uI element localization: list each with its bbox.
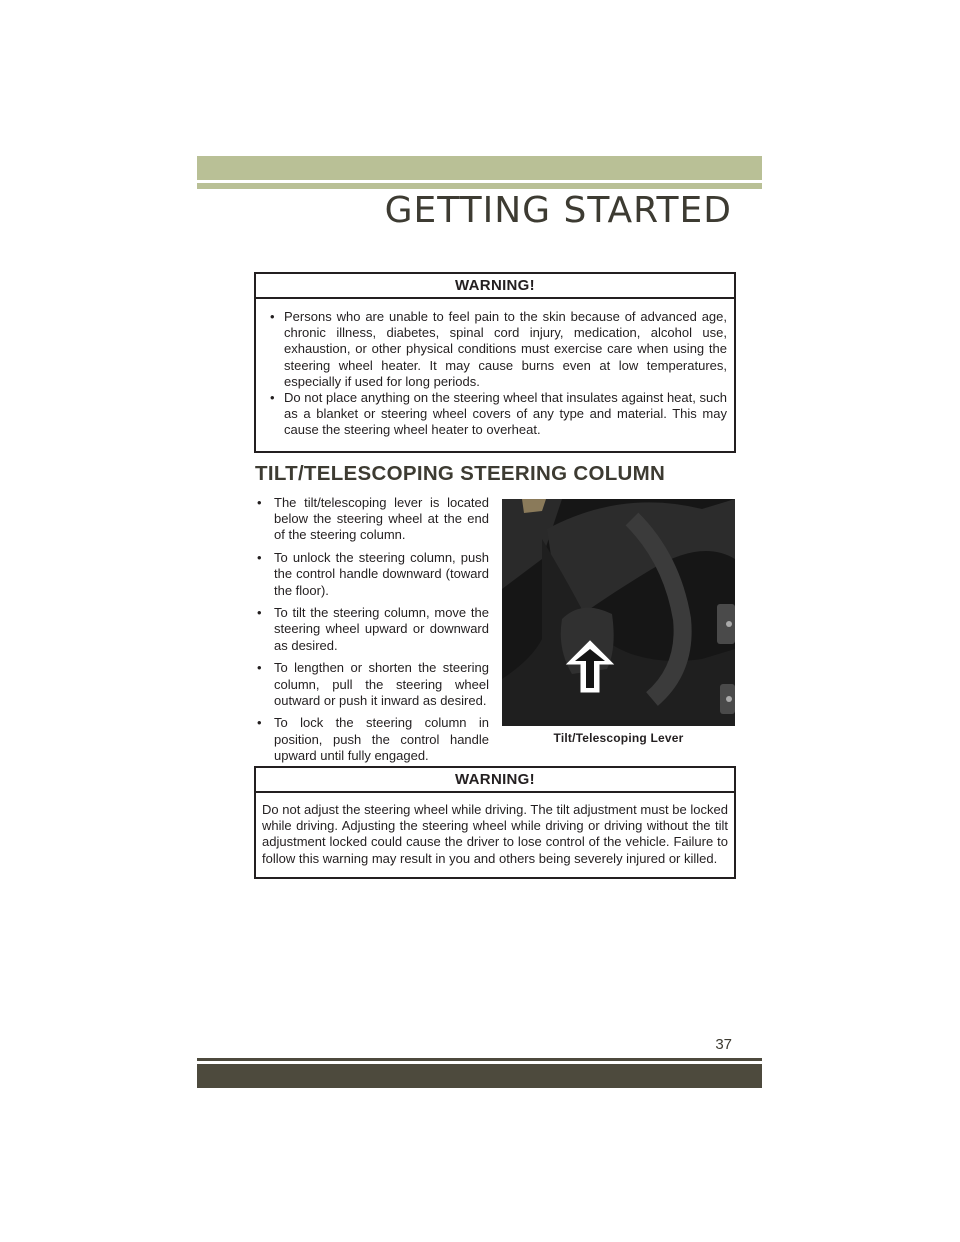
instruction-list [255, 495, 489, 771]
footer-bar-stripe [197, 1058, 762, 1061]
steering-column-photo [502, 499, 735, 726]
header-bar-stripe [197, 183, 762, 189]
footer-bar [197, 1064, 762, 1088]
warning-item: • Persons who are unable to feel pain to the skin because of advanced age, chronic illness, diabetes, spinal cord injury, medication, alcohol use, exhaustion, or other physical conditions must exercise care when using the steering wheel heater. It may cause burns even at low temperatures, especially if used for long periods. [264, 309, 727, 390]
warning-text: Do not adjust the steering wheel while driving. The tilt adjustment must be locked while driving. Adjusting the steering wheel while driving or driving without the tilt adjustment locked could cause the driver to lose control of the vehicle. Failure to follow this warning may result in you and others being severely injured or killed. [262, 802, 728, 866]
instruction-item: • To lock the steering column in position, push the control handle upward until fully engaged. [255, 715, 489, 764]
warning-box-heater [254, 272, 736, 453]
instruction-item: • To unlock the steering column, push the control handle downward (toward the floor). [255, 550, 489, 599]
instruction-item: • To tilt the steering column, move the steering wheel upward or downward as desired. [255, 605, 489, 654]
figure-caption: Tilt/Telescoping Lever [553, 731, 684, 745]
page-number: 37 [715, 1036, 732, 1053]
header-bar [197, 156, 762, 180]
warning-title: WARNING! [256, 274, 734, 299]
warning-list [264, 309, 727, 439]
warning-box-adjust [254, 766, 736, 879]
instruction-item: • To lengthen or shorten the steering column, pull the steering wheel outward or push it inward as desired. [255, 660, 489, 709]
instruction-item: • The tilt/telescoping lever is located below the steering wheel at the end of the steering column. [255, 495, 489, 544]
section-heading: TILT/TELESCOPING STEERING COLUMN [255, 462, 666, 485]
steering-column-illustration [502, 499, 735, 726]
warning-body [256, 299, 734, 451]
section-title: GETTING STARTED [384, 190, 732, 231]
warning-title: WARNING! [256, 768, 734, 793]
warning-item: • Do not place anything on the steering wheel that insulates against heat, such as a blanket or steering wheel covers of any type and material. This may cause the steering wheel heater to overheat. [264, 390, 727, 439]
